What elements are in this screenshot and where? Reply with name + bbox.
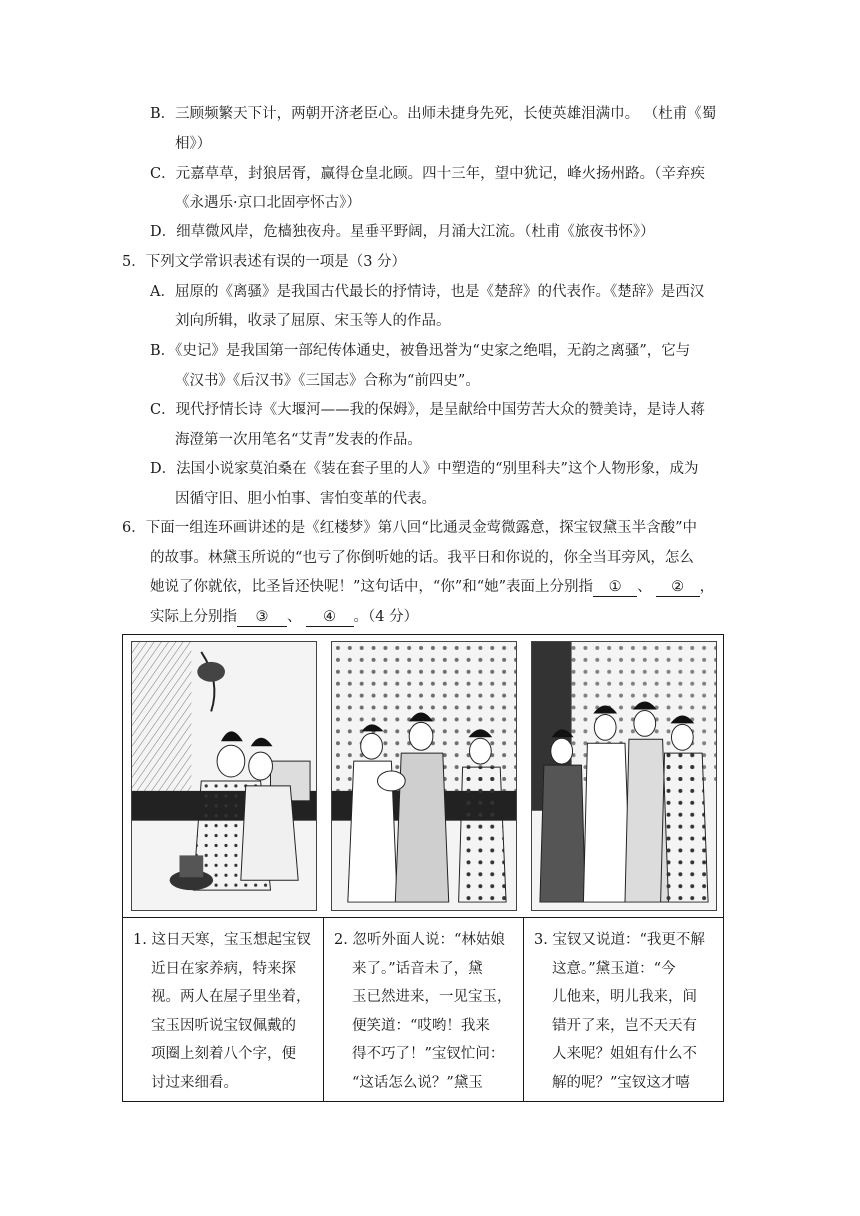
caption-1-line: 近日在家养病，特来探	[151, 960, 296, 977]
q4-option-b-line1: B．三顾频繁天下计，两朝开济老臣心。出师未捷身先死，长使英雄泪满巾。 （杜甫《蜀	[150, 106, 717, 122]
comic-strip-table	[122, 634, 724, 1102]
comic-panel-1-illustration	[131, 641, 317, 911]
q6-line3	[150, 577, 714, 597]
caption-2-line: 2. 忽听外面人说：“林姑娘	[334, 932, 505, 948]
comic-captions-row	[123, 917, 723, 1102]
caption-1-line: 讨过来细看。	[151, 1074, 238, 1091]
q5-stem: 5．下列文学常识表述有误的一项是（3 分）	[122, 254, 407, 270]
q6-line4-text: 实际上分别指	[150, 609, 237, 625]
q4-option-d: D．细草微风岸，危樯独夜舟。星垂平野阔，月涌大江流。（杜甫《旅夜书怀》）	[150, 224, 655, 240]
caption-1-line: 项圈上刻着八个字，便	[151, 1046, 296, 1062]
answer-blank-3[interactable]: ③	[237, 608, 287, 627]
caption-2-line: 便笑道：“哎哟！我来	[352, 1017, 490, 1034]
caption-2-line: 得不巧了！”宝钗忙问：	[352, 1046, 505, 1062]
comic-panel-3-illustration	[531, 641, 717, 911]
q6-line3-text: 她说了你就依，比圣旨还快呢！”这句话中，“你”和“她”表面上分别指	[150, 579, 594, 595]
caption-3-line: 错开了来，岂不天天有	[552, 1017, 697, 1034]
q4-option-b-line2: 相》）	[175, 136, 212, 152]
comic-panel-2-illustration	[331, 641, 517, 911]
q6-separator-2: 、	[287, 609, 302, 625]
caption-3-line: 这意。”黛玉道：“今	[552, 960, 676, 977]
caption-1-line: 1. 这日天寒，宝玉想起宝钗	[133, 932, 311, 948]
caption-3-line: 儿他来，明儿我来，间	[552, 989, 697, 1005]
q6-line1: 6．下面一组连环画讲述的是《红楼梦》第八回“比通灵金莺微露意，探宝钗黛玉半含酸”中	[122, 520, 698, 536]
q6-line4-suffix: 。（4 分）	[353, 609, 419, 625]
q6-line4	[150, 607, 418, 627]
q6-separator-1: 、	[637, 579, 652, 595]
q4-option-c-line1: C．元嘉草草，封狼居胥，赢得仓皇北顾。四十三年，望中犹记，峰火扬州路。（辛弃疾	[150, 166, 705, 182]
q5-option-d-line1: D．法国小说家莫泊桑在《装在套子里的人》中塑造的“别里科夫”这个人物形象，成为	[150, 461, 699, 477]
comic-panels-row	[123, 635, 723, 917]
answer-blank-2[interactable]: ②	[656, 578, 700, 597]
caption-3-line: 3. 宝钗又说道：“我更不解	[534, 932, 705, 948]
caption-2-line: 玉已然进来，一见宝玉，	[352, 989, 512, 1005]
caption-2-line: 来了。”话音未了，黛	[352, 960, 483, 977]
q5-option-a-line1: A．屈原的《离骚》是我国古代最长的抒情诗，也是《楚辞》的代表作。《楚辞》是西汉	[150, 284, 705, 300]
answer-blank-4[interactable]: ④	[306, 608, 354, 627]
q5-option-c-line1: C．现代抒情长诗《大堰河——我的保姆》，是呈献给中国劳苦大众的赞美诗，是诗人蒋	[150, 402, 705, 418]
caption-3-line: 人来呢？姐姐有什么不	[552, 1046, 697, 1062]
q5-option-a-line2: 刘向所辑，收录了屈原、宋玉等人的作品。	[175, 313, 451, 329]
caption-1-line: 宝玉因听说宝钗佩戴的	[151, 1017, 296, 1034]
q5-option-b-line1: B．《史记》是我国第一部纪传体通史，被鲁迅誉为“史家之绝唱，无韵之离骚”，它与	[150, 343, 691, 359]
caption-3-line: 解的呢？”宝钗这才嘻	[552, 1074, 690, 1091]
q6-line2: 的故事。林黛玉所说的“也亏了你倒听她的话。我平日和你说的，你全当耳旁风，怎么	[150, 550, 694, 566]
q5-option-b-line2: 《汉书》《后汉书》《三国志》合称为“前四史”。	[175, 373, 480, 389]
q4-option-c-line2: 《永遇乐·京口北固亭怀古》）	[175, 195, 361, 211]
caption-2-line: “这话怎么说？”黛玉	[352, 1074, 483, 1091]
comic-caption-3	[523, 918, 723, 1102]
caption-1-line: 视。两人在屋子里坐着，	[151, 989, 311, 1005]
q6-line3-end: ，	[699, 579, 715, 595]
comic-caption-1	[123, 918, 323, 1102]
q5-option-d-line2: 因循守旧、胆小怕事、害怕变革的代表。	[175, 491, 436, 507]
answer-blank-1[interactable]: ①	[593, 578, 637, 597]
q5-option-c-line2: 海澄第一次用笔名“艾青”发表的作品。	[175, 432, 422, 448]
comic-caption-2	[323, 918, 523, 1102]
